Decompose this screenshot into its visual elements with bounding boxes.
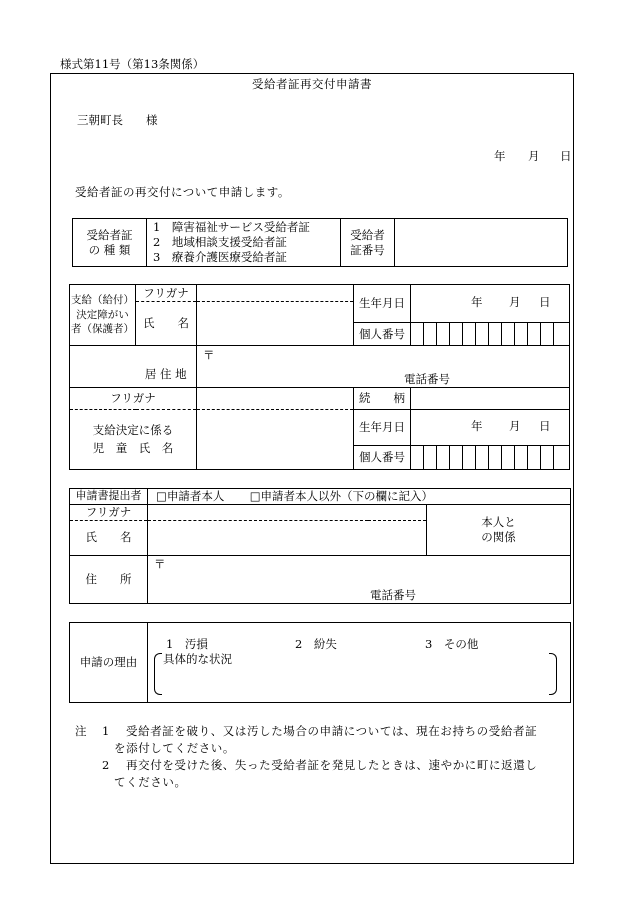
child-birth-month: 月 [509,418,521,433]
date-day: 日 [560,149,572,163]
recipient-pn-digit-5[interactable] [463,323,476,346]
child-pn-digit-1[interactable] [411,446,424,470]
child-pn-digit-7[interactable] [489,446,502,470]
child-pn-digit-3[interactable] [437,446,450,470]
recipient-phone-label: 電話番号 [404,372,450,387]
child-relation-field[interactable] [411,388,570,410]
request-statement: 受給者証の再交付について申請します。 [75,185,290,199]
submitter-phone-label: 電話番号 [370,588,416,602]
child-name-field[interactable] [197,410,354,470]
child-pn-digit-5[interactable] [463,446,476,470]
child-furigana-label: フリガナ [70,388,197,410]
certificate-number-field[interactable] [395,219,568,267]
recipient-pn-digit-1[interactable] [411,323,424,346]
recipient-address-label: 居 住 地 [136,346,197,388]
reason-option-2[interactable]: 2 紛失 [295,637,337,651]
reason-option-3[interactable]: 3 その他 [425,637,479,651]
recipient-pn-digit-7[interactable] [489,323,502,346]
recipient-furigana-label: フリガナ [136,285,197,302]
child-pn-digit-10[interactable] [528,446,541,470]
submitter-option-other[interactable]: □申請者本人以外（下の欄に記入） [249,489,434,503]
note-2-line-1: 再交付を受けた後、失った受給者証を発見したときは、速やかに町に返還し [126,758,538,772]
child-birth-day: 日 [539,418,551,433]
date-month: 月 [528,149,540,163]
recipient-birth-year: 年 [471,294,483,309]
recipient-birth-day: 日 [539,294,551,309]
certificate-option-1[interactable]: 1 障害福祉サービス受給者証 [153,220,310,235]
certificate-type-table [72,218,568,267]
notes-head: 注 [75,724,87,738]
child-pn-digit-4[interactable] [450,446,463,470]
child-birth-year: 年 [471,418,483,433]
date-year: 年 [494,149,506,163]
recipient-pn-digit-9[interactable] [515,323,528,346]
submitter-name-field[interactable] [148,520,427,555]
submitter-relation-label: 本人と の関係 [427,504,571,555]
certificate-option-3[interactable]: 3 療養介護医療受給者証 [153,249,287,264]
form-title: 受給者証再交付申請書 [252,77,372,91]
recipient-pn-digit-11[interactable] [541,323,554,346]
details-right-bracket [549,653,557,695]
submitter-address-field[interactable] [148,555,571,603]
recipient-postal-mark: 〒 [203,348,215,362]
recipient-furigana-field[interactable] [197,285,354,302]
reason-option-1[interactable]: 1 汚損 [166,637,208,651]
certificate-number-label: 受給者 証番号 [341,219,395,267]
reason-details-label: 具体的な状況 [163,652,232,666]
child-relation-label: 続 柄 [354,388,411,410]
recipient-birth-label: 生年月日 [354,285,411,323]
child-pn-digit-2[interactable] [424,446,437,470]
certificate-type-label: 受給者証 の 種 類 [73,219,147,267]
recipient-table [69,284,570,470]
child-birth-field[interactable] [411,410,570,446]
recipient-address-field[interactable] [197,346,570,388]
recipient-group-label: 支給（給付） 決定障がい 者（保護者） [70,285,136,346]
form-number: 様式第11号（第13条関係） [60,57,205,71]
note-1-number: 1 [102,724,110,738]
recipient-name-field[interactable] [197,302,354,346]
submitter-furigana-field[interactable] [148,504,427,520]
submitter-table [69,488,571,604]
reason-details-field[interactable] [168,667,546,693]
note-1-line-1: 受給者証を破り、又は汚した場合の申請については、現在お持ちの受給者証 [126,724,538,738]
child-furigana-field[interactable] [197,388,354,410]
child-pn-digit-9[interactable] [515,446,528,470]
note-2-line-2: てください。 [114,775,187,789]
reason-field [148,623,571,703]
reason-table [69,622,571,703]
submitter-address-label: 住 所 [70,555,148,603]
recipient-pn-digit-12[interactable] [554,323,570,346]
recipient-birth-field[interactable] [411,285,570,323]
recipient-pn-digit-8[interactable] [502,323,515,346]
recipient-personal-number-label: 個人番号 [354,323,411,346]
submitter-name-label: 氏 名 [70,520,148,555]
addressee: 三朝町長 様 [77,113,158,127]
submitter-option-self[interactable]: □申請者本人 [156,489,225,503]
submitter-postal-mark: 〒 [154,556,166,571]
note-2-number: 2 [102,758,110,772]
child-name-label: 支給決定に係る 児 童 氏 名 [70,410,197,470]
details-left-bracket [154,653,162,695]
recipient-pn-digit-6[interactable] [476,323,489,346]
child-pn-digit-6[interactable] [476,446,489,470]
recipient-pn-digit-2[interactable] [424,323,437,346]
recipient-group-label-bottom [70,346,136,388]
submitter-label: 申請書提出者 [70,489,148,505]
child-birth-label: 生年月日 [354,410,411,446]
child-pn-digit-8[interactable] [502,446,515,470]
recipient-pn-digit-4[interactable] [450,323,463,346]
submitter-furigana-label: フリガナ [70,504,148,520]
reason-label: 申請の理由 [70,623,148,703]
recipient-name-label: 氏 名 [136,302,197,346]
child-pn-digit-12[interactable] [554,446,570,470]
submitter-options [148,489,571,505]
note-1-line-2: を添付してください。 [114,741,235,755]
recipient-pn-digit-3[interactable] [437,323,450,346]
child-pn-digit-11[interactable] [541,446,554,470]
child-personal-number-label: 個人番号 [354,446,411,470]
recipient-pn-digit-10[interactable] [528,323,541,346]
certificate-type-options [147,219,341,267]
certificate-option-2[interactable]: 2 地域相談支援受給者証 [153,235,287,250]
recipient-birth-month: 月 [509,294,521,309]
